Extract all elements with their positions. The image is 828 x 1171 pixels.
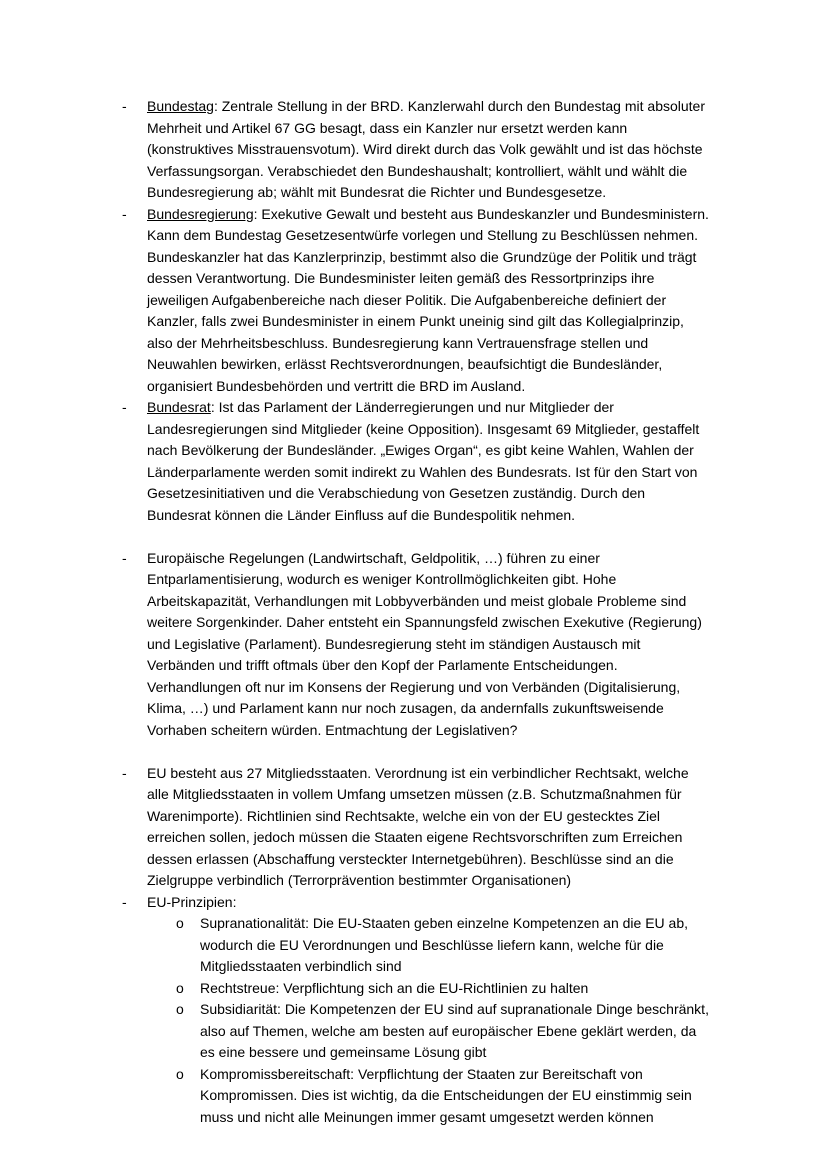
- bullet-text: [147, 96, 710, 204]
- underlined-term: Bundesrat: [147, 399, 211, 415]
- bullet-text: [147, 763, 710, 892]
- bullet-item: [122, 397, 710, 526]
- body-text: EU-Prinzipien:: [147, 893, 237, 910]
- sub-bullet-item: [122, 978, 710, 1000]
- dash-list-marker: -: [122, 399, 127, 415]
- paragraph-spacer: [122, 526, 710, 548]
- bullet-text: [200, 1064, 710, 1129]
- bullet-item: [122, 763, 710, 892]
- bullet-text: [147, 397, 710, 526]
- circle-list-marker: o: [176, 1001, 184, 1017]
- document-content: [122, 96, 710, 1128]
- dash-list-marker: -: [122, 549, 127, 566]
- underlined-term: Bundesregierung: [147, 205, 254, 222]
- body-text: Kompromissbereitschaft: Verpflichtung der Staaten zur Bereitschaft von Kompromissen. Dies ist wichtig, da die Entscheidungen der EU einstimmig sein muss und nicht alle Meinungen immer gesamt umgesetzt werden können: [200, 1065, 692, 1125]
- bullet-text: [200, 978, 710, 1000]
- body-text: Europäische Regelungen (Landwirtschaft, Geldpolitik, …) führen zu einer Entparlamentisierung, wodurch es weniger Kontrollmöglichkeiten gibt. Hohe Arbeitskapazität, Verhandlungen mit Lobbyverbänden und meist globale Probleme sind weitere Sorgenkinder. Daher entsteht ein Spannungsfeld zwischen Exekutive (Regierung) und Legislative (Parlament). Bundesregierung steht im ständigen Austausch mit Verbänden und trifft oftmals über den Kopf der Parlamente Entscheidungen. Verhandlungen oft nur im Konsens der Regierung und von Verbänden (Digitalisierung, Klima, …) und Parlament kann nur noch zusagen, da andernfalls zukunftsweisende Vorhaben scheitern würden. Entmachtung der Legislativen?: [147, 549, 702, 738]
- dash-list-marker: -: [122, 98, 127, 114]
- body-text: Supranationalität: Die EU-Staaten geben einzelne Kompetenzen an die EU ab, wodurch die EU Verordnungen und Beschlüsse liefern kann, welche für die Mitgliedsstaaten verbindlich sind: [200, 915, 688, 974]
- bullet-text: [147, 892, 710, 914]
- sub-bullet-item: [122, 913, 710, 978]
- bullet-item: [122, 204, 710, 398]
- body-text: Subsidiarität: Die Kompetenzen der EU sind auf supranationale Dinge beschränkt, also auf Themen, welche am besten auf europäischer Ebene geklärt werden, da es eine bessere und gemeinsame Lösung gibt: [200, 1001, 709, 1060]
- bullet-item: [122, 892, 710, 914]
- body-text: : Ist das Parlament der Länderregierungen und nur Mitglieder der Landesregierungen sind Mitglieder (keine Opposition). Insgesamt 69 Mitglieder, gestaffelt nach Bevölkerung der Bundesländer. „Ewiges Organ“, es gibt keine Wahlen, Wahlen der Länderparlamente werden somit indirekt zu Wahlen des Bundesrats. Ist für den Start von Gesetzesinitiativen und die Verabschiedung von Gesetzen zuständig. Durch den Bundesrat können die Länder Einfluss auf die Bundespolitik nehmen.: [147, 399, 700, 523]
- body-text: : Exekutive Gewalt und besteht aus Bundeskanzler und Bundesministern. Kann dem Bundestag Gesetzesentwürfe vorlegen und Stellung zu Beschlüssen nehmen. Bundeskanzler hat das Kanzlerprinzip, bestimmt also die Grundzüge der Politik und trägt dessen Verantwortung. Die Bundesminister leiten gemäß des Ressortprinzips ihre jeweiligen Aufgabenbereiche nach dieser Politik. Die Aufgabenbereiche definiert der Kanzler, falls zwei Bundesminister in einem Punkt uneinig sind gilt das Kollegialprinzip, also der Mehrheitsbeschluss. Bundesregierung kann Vertrauensfrage stellen und Neuwahlen bewirken, erlässt Rechtsverordnungen, beaufsichtigt die Bundesländer, organisiert Bundesbehörden und vertritt die BRD im Ausland.: [147, 205, 709, 394]
- circle-list-marker: o: [176, 915, 184, 931]
- bullet-text: [147, 548, 710, 742]
- dash-list-marker: -: [122, 205, 127, 222]
- body-text: Rechtstreue: Verpflichtung sich an die EU-Richtlinien zu halten: [200, 979, 589, 996]
- bullet-text: [147, 204, 710, 398]
- body-text: : Zentrale Stellung in der BRD. Kanzlerwahl durch den Bundestag mit absoluter Mehrheit und Artikel 67 GG besagt, dass ein Kanzler nur ersetzt werden kann (konstruktives Misstrauensvotum). Wird direkt durch das Volk gewählt und ist das höchste Verfassungsorgan. Verabschiedet den Bundeshaushalt; kontrolliert, wählt und wählt die Bundesregierung ab; wählt mit Bundesrat die Richter und Bundesgesetze.: [147, 98, 705, 200]
- paragraph-spacer: [122, 741, 710, 763]
- circle-list-marker: o: [176, 1065, 184, 1082]
- sub-bullet-item: [122, 1064, 710, 1129]
- underlined-term: Bundestag: [147, 98, 214, 114]
- bullet-item: [122, 96, 710, 204]
- bullet-text: [200, 999, 710, 1064]
- dash-list-marker: -: [122, 764, 127, 781]
- dash-list-marker: -: [122, 893, 127, 910]
- body-text: EU besteht aus 27 Mitgliedsstaaten. Verordnung ist ein verbindlicher Rechtsakt, welche alle Mitgliedsstaaten in vollem Umfang umsetzen müssen (z.B. Schutzmaßnahmen für Warenimporte). Richtlinien sind Rechtsakte, welche ein von der EU gestecktes Ziel erreichen sollen, jedoch müssen die Staaten eigene Rechtsvorschriften zum Erreichen dessen erlassen (Abschaffung versteckter Internetgebühren). Beschlüsse sind an die Zielgruppe verbindlich (Terrorprävention bestimmter Organisationen): [147, 764, 689, 888]
- bullet-text: [200, 913, 710, 978]
- sub-bullet-item: [122, 999, 710, 1064]
- circle-list-marker: o: [176, 979, 184, 996]
- bullet-item: [122, 548, 710, 742]
